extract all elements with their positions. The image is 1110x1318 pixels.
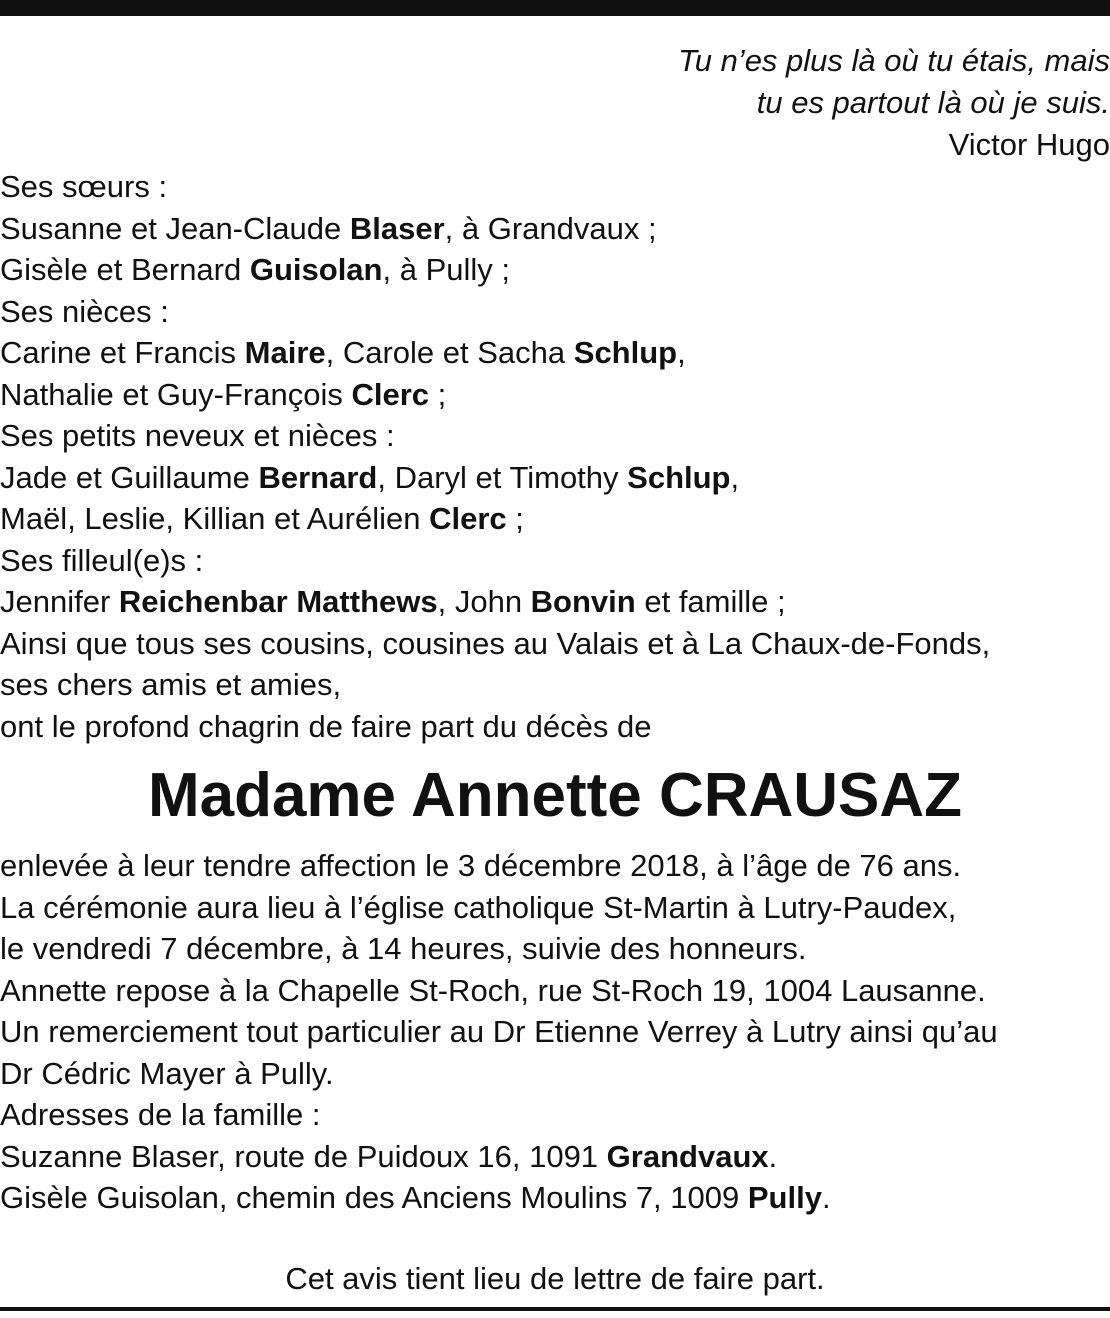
quote-author: Victor Hugo bbox=[948, 127, 1110, 162]
filleul-1-first: Jennifer bbox=[0, 584, 119, 619]
petits-heading: Ses petits neveux et nièces : bbox=[0, 418, 395, 453]
petits-line-1 bbox=[0, 457, 1110, 499]
family-list bbox=[0, 166, 1110, 747]
niece-1-first: Carine et Francis bbox=[0, 335, 245, 370]
filleul-2-first: , John bbox=[437, 584, 531, 619]
soeur-2 bbox=[0, 249, 1110, 291]
petit-2-first: , Daryl et Timothy bbox=[377, 459, 628, 495]
petits-line-2 bbox=[0, 498, 1110, 540]
niece-3-first: Nathalie et Guy-François bbox=[0, 376, 352, 412]
address-2-town: Pully bbox=[747, 1180, 822, 1215]
epigraph bbox=[678, 40, 1110, 166]
top-rule bbox=[0, 0, 1110, 16]
petit-3-first: Maël, Leslie, Killian et Aurélien bbox=[0, 501, 430, 536]
niece-1-last: Maire bbox=[244, 335, 326, 370]
soeur-2-place: , à Pully ; bbox=[382, 252, 510, 287]
filleul-2-end: et famille ; bbox=[635, 584, 786, 619]
petit-1-last: Bernard bbox=[258, 459, 378, 495]
details-line-6: Dr Cédric Mayer à Pully. bbox=[0, 1055, 334, 1091]
niece-3-end: ; bbox=[429, 376, 447, 412]
soeur-2-first: Gisèle et Bernard bbox=[0, 252, 250, 287]
petit-3-last: Clerc bbox=[429, 501, 507, 536]
filleuls-heading: Ses filleul(e)s : bbox=[0, 542, 204, 578]
details-line-5: Un remerciement tout particulier au Dr Etienne Verrey à Lutry ainsi qu’au bbox=[0, 1014, 998, 1049]
niece-2-last: Schlup bbox=[573, 335, 678, 370]
petit-2-last: Schlup bbox=[627, 459, 731, 495]
address-1-end: . bbox=[768, 1138, 778, 1174]
niece-2-first: , Carole et Sacha bbox=[325, 335, 574, 370]
cousins-line-2: ses chers amis et amies, bbox=[0, 667, 342, 702]
niece-2-end: , bbox=[677, 335, 686, 370]
deceased-name: Madame Annette CRAUSAZ bbox=[147, 761, 963, 830]
address-1-text: Suzanne Blaser, route de Puidoux 16, 1091 bbox=[0, 1138, 607, 1174]
filleul-1-last: Reichenbar Matthews bbox=[118, 584, 438, 619]
filleul-2-last: Bonvin bbox=[530, 584, 636, 619]
nieces-line-2 bbox=[0, 374, 1110, 416]
address-2-text: Gisèle Guisolan, chemin des Anciens Moulins 7, 1009 bbox=[0, 1180, 748, 1215]
soeur-1 bbox=[0, 208, 1110, 250]
address-2 bbox=[0, 1177, 1110, 1219]
soeurs-heading: Ses sœurs : bbox=[0, 169, 168, 204]
details-line-3: le vendredi 7 décembre, à 14 heures, suivie des honneurs. bbox=[0, 931, 807, 966]
address-2-end: . bbox=[821, 1180, 831, 1215]
quote-line-2: tu es partout là où je suis. bbox=[756, 85, 1110, 120]
nieces-line-1 bbox=[0, 332, 1110, 374]
details-line-4: Annette repose à la Chapelle St-Roch, rue St-Roch 19, 1004 Lausanne. bbox=[0, 972, 986, 1008]
filleuls-line bbox=[0, 581, 1110, 623]
address-1-town: Grandvaux bbox=[606, 1138, 769, 1174]
quote-line-1: Tu n’es plus là où tu étais, mais bbox=[678, 43, 1110, 78]
soeur-1-place: , à Grandvaux ; bbox=[444, 210, 657, 246]
soeur-2-last: Guisolan bbox=[249, 252, 383, 287]
details-line-1: enlevée à leur tendre affection le 3 décembre 2018, à l’âge de 76 ans. bbox=[0, 848, 962, 883]
soeur-1-first: Susanne et Jean-Claude bbox=[0, 210, 350, 246]
address-1 bbox=[0, 1136, 1110, 1178]
nieces-heading: Ses nièces : bbox=[0, 293, 169, 329]
footer-note: Cet avis tient lieu de lettre de faire part. bbox=[285, 1261, 825, 1296]
petit-3-end: ; bbox=[506, 501, 524, 536]
cousins-line-1: Ainsi que tous ses cousins, cousines au Valais et à La Chaux-de-Fonds, bbox=[0, 625, 991, 661]
petit-1-first: Jade et Guillaume bbox=[0, 459, 259, 495]
soeur-1-last: Blaser bbox=[349, 210, 445, 246]
ceremony-details bbox=[0, 845, 1110, 1219]
petit-2-end: , bbox=[730, 459, 740, 495]
addresses-heading: Adresses de la famille : bbox=[0, 1097, 321, 1132]
details-line-2: La cérémonie aura lieu à l’église catholique St-Martin à Lutry-Paudex, bbox=[0, 889, 957, 925]
bottom-rule bbox=[0, 1307, 1110, 1311]
announce-line: ont le profond chagrin de faire part du décès de bbox=[0, 708, 652, 744]
niece-3-last: Clerc bbox=[351, 376, 430, 412]
